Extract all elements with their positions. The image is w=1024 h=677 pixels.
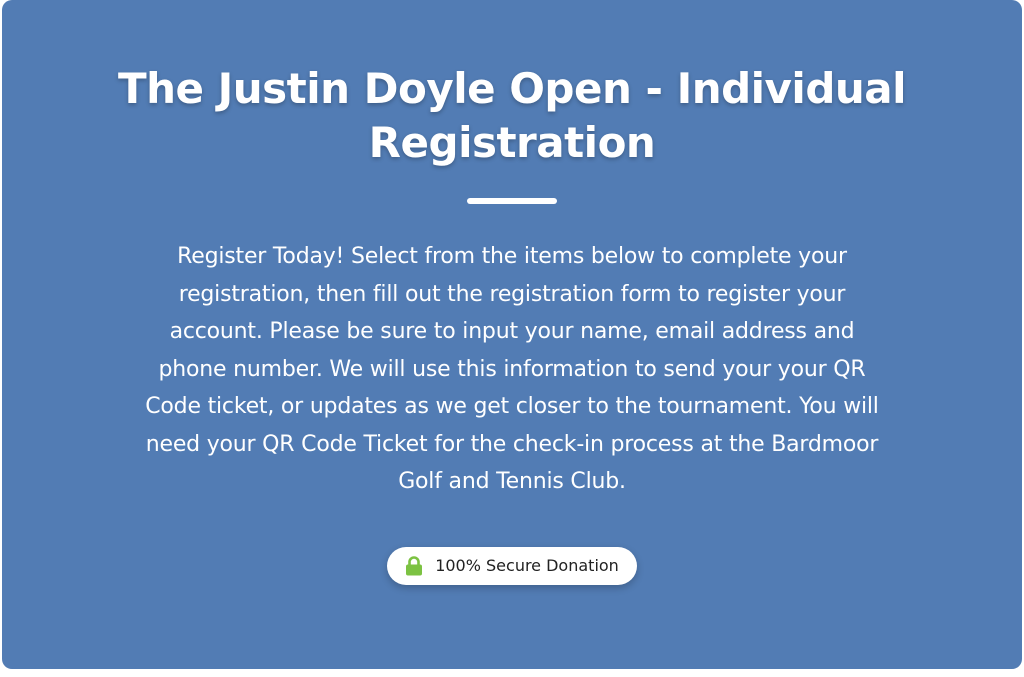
registration-description: Register Today! Select from the items below to complete your registration, then fill out the registration form to register your account. Please be sure to input your name, email address and phone number. We will use this information to send your your QR Code ticket, or updates as we get closer to the tournament. You will need your QR Code Ticket for the check-in process at the Bardmoor Golf and Tennis Club. [145,244,879,494]
secure-donation-badge [387,547,637,585]
secure-donation-label: 100% Secure Donation [435,556,619,575]
lock-icon [405,556,423,576]
registration-header-card [2,0,1022,669]
title-divider [467,198,557,204]
page-title: The Justin Doyle Open - Individual Registration [117,64,907,167]
